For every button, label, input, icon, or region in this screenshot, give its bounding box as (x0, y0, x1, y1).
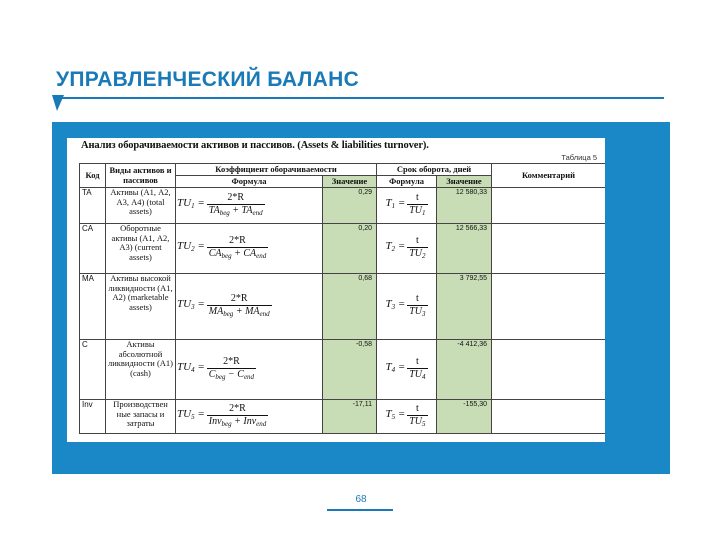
formula-lhs: TU (177, 408, 192, 421)
term-index: 5 (391, 413, 396, 422)
cell-types: Оборотные активы (А1, А2, А3) (current assets) (106, 224, 176, 274)
cell-comment (492, 340, 605, 400)
cell-term-value: -155,30 (437, 400, 492, 434)
formula-den-b: Inv (243, 416, 257, 427)
formula-sub-end: end (256, 420, 267, 428)
formula-sub-end: end (252, 209, 263, 217)
term-den-index: 4 (422, 373, 426, 381)
cell-term-value: 3 792,55 (437, 274, 492, 340)
table-number: Таблица 5 (561, 153, 597, 162)
header-types: Виды активов и пассивов (106, 164, 176, 188)
formula-sub-beg: beg (223, 310, 234, 318)
cell-coef-value: -0,58 (323, 340, 377, 400)
term-numerator: t (407, 235, 427, 248)
header-coef-group: Коэффициент оборачиваемости (176, 164, 377, 176)
formula-den-b: CA (243, 248, 257, 259)
title-rule-wedge (52, 95, 64, 111)
cell-term-value: -4 412,36 (437, 340, 492, 400)
cell-code: C (80, 340, 106, 400)
formula-den-a: C (208, 369, 216, 380)
formula-sub-end: end (256, 252, 267, 260)
cell-types: Активы (А1, А2, А3, А4) (total assets) (106, 188, 176, 224)
formula-index: 4 (191, 366, 195, 375)
header-coef-formula: Формула (176, 176, 323, 188)
term-index: 3 (391, 303, 396, 312)
term-den-index: 2 (422, 252, 426, 260)
cell-types: Активы высокой ликвидности (А1, А2) (marketable assets) (106, 274, 176, 340)
formula-index: 1 (191, 202, 195, 211)
formula-numerator: 2*R (207, 293, 272, 306)
formula-op: + (234, 416, 241, 427)
formula-den-b: MA (245, 306, 260, 317)
cell-comment (492, 400, 605, 434)
term-numerator: t (407, 403, 427, 416)
term-lhs: T (385, 408, 392, 421)
table-row (80, 340, 606, 400)
header-term-value: Значение (437, 176, 492, 188)
formula-index: 2 (191, 245, 195, 254)
term-den-index: 5 (422, 420, 426, 428)
cell-coef-formula: $TU_2$ = $\frac{2*R}{CA_{beg} + CA_{end}}$ (176, 224, 323, 274)
term-den: TU (409, 248, 423, 259)
title-rule-line (58, 97, 664, 99)
page-number: 68 (355, 494, 367, 505)
term-index: 2 (391, 245, 396, 254)
cell-coef-formula: $TU_4$ = $\frac{2*R}{C_{beg} - C_{end}}$ (176, 340, 323, 400)
formula-den-a: MA (208, 306, 224, 317)
header-term-formula: Формула (377, 176, 437, 188)
cell-coef-value: 0,29 (323, 188, 377, 224)
formula-op: + (232, 205, 240, 216)
formula-sub-beg: beg (221, 420, 232, 428)
term-den: TU (409, 205, 423, 216)
term-index: 4 (391, 366, 396, 375)
cell-coef-formula: $TU_1$ = $\frac{2*R}{TA_{beg} + TA_{end}}$ (176, 188, 323, 224)
turnover-table (79, 163, 605, 434)
header-comments: Комментарий (492, 164, 605, 188)
formula-op: + (235, 306, 243, 317)
term-den: TU (409, 369, 423, 380)
term-den: TU (409, 306, 423, 317)
cell-code: MA (80, 274, 106, 340)
cell-term-formula: $T_2$ = $\frac{t}{TU_2}$ (377, 224, 437, 274)
header-term-group: Срок оборота, дней (377, 164, 492, 176)
header-coef-value: Значение (323, 176, 377, 188)
title-rule (52, 93, 664, 113)
term-den-index: 1 (422, 209, 426, 217)
cell-term-value: 12 580,33 (437, 188, 492, 224)
cell-code: TA (80, 188, 106, 224)
cell-code: Inv (80, 400, 106, 434)
cell-code: CA (80, 224, 106, 274)
term-lhs: T (385, 298, 392, 311)
cell-coef-value: 0,20 (323, 224, 377, 274)
term-index: 1 (391, 202, 396, 211)
slide-title: УПРАВЛЕНЧЕСКИЙ БАЛАНС (56, 68, 360, 91)
term-lhs: T (385, 197, 392, 210)
term-numerator: t (407, 293, 427, 306)
cell-types: Активы абсолютной ликвидности (А1) (cash) (106, 340, 176, 400)
document-image (67, 138, 605, 442)
formula-sub-end: end (259, 310, 270, 318)
cell-term-formula: $T_1$ = $\frac{t}{TU_1}$ (377, 188, 437, 224)
formula-op: + (234, 248, 241, 259)
cell-comment (492, 224, 605, 274)
cell-term-formula: $T_5$ = $\frac{t}{TU_5}$ (377, 400, 437, 434)
table-row (80, 224, 606, 274)
formula-den-b: C (237, 369, 244, 380)
cell-term-formula: $T_3$ = $\frac{t}{TU_3}$ (377, 274, 437, 340)
cell-coef-formula: $TU_5$ = $\frac{2*R}{Inv_{beg} + Inv_{end}}$ (176, 400, 323, 434)
table-row (80, 274, 606, 340)
formula-index: 3 (191, 303, 195, 312)
formula-den-a: Inv (208, 416, 222, 427)
term-den: TU (409, 416, 423, 427)
cell-term-value: 12 566,33 (437, 224, 492, 274)
header-code: Код (80, 164, 106, 188)
formula-lhs: TU (177, 240, 192, 253)
formula-index: 5 (191, 413, 195, 422)
formula-numerator: 2*R (207, 192, 265, 205)
formula-lhs: TU (177, 361, 192, 374)
formula-sub-end: end (243, 373, 255, 381)
formula-sub-beg: beg (215, 373, 226, 381)
cell-types: Производствен ные запасы и затраты (106, 400, 176, 434)
formula-numerator: 2*R (207, 356, 256, 369)
formula-sub-beg: beg (221, 252, 232, 260)
cell-coef-value: -17,11 (323, 400, 377, 434)
cell-comment (492, 188, 605, 224)
formula-den-a: TA (208, 205, 220, 216)
document-heading: Анализ оборачиваемости активов и пассивов. (Assets & liabilities turnover). (81, 140, 429, 151)
formula-den-a: CA (208, 248, 222, 259)
table-row (80, 188, 606, 224)
formula-den-b: TA (241, 205, 253, 216)
term-lhs: T (385, 240, 392, 253)
cell-comment (492, 274, 605, 340)
formula-sub-beg: beg (219, 209, 230, 217)
formula-numerator: 2*R (207, 403, 269, 416)
formula-lhs: TU (177, 197, 192, 210)
formula-numerator: 2*R (207, 235, 269, 248)
formula-op: − (228, 369, 235, 380)
cell-coef-formula: $TU_3$ = $\frac{2*R}{MA_{beg} + MA_{end}}$ (176, 274, 323, 340)
term-den-index: 3 (422, 310, 426, 318)
cell-term-formula: $T_4$ = $\frac{t}{TU_4}$ (377, 340, 437, 400)
term-numerator: t (407, 192, 427, 205)
cell-coef-value: 0,68 (323, 274, 377, 340)
term-lhs: T (385, 361, 392, 374)
formula-lhs: TU (177, 298, 192, 311)
table-row (80, 400, 606, 434)
page-number-rule (327, 509, 393, 511)
term-numerator: t (407, 356, 427, 369)
